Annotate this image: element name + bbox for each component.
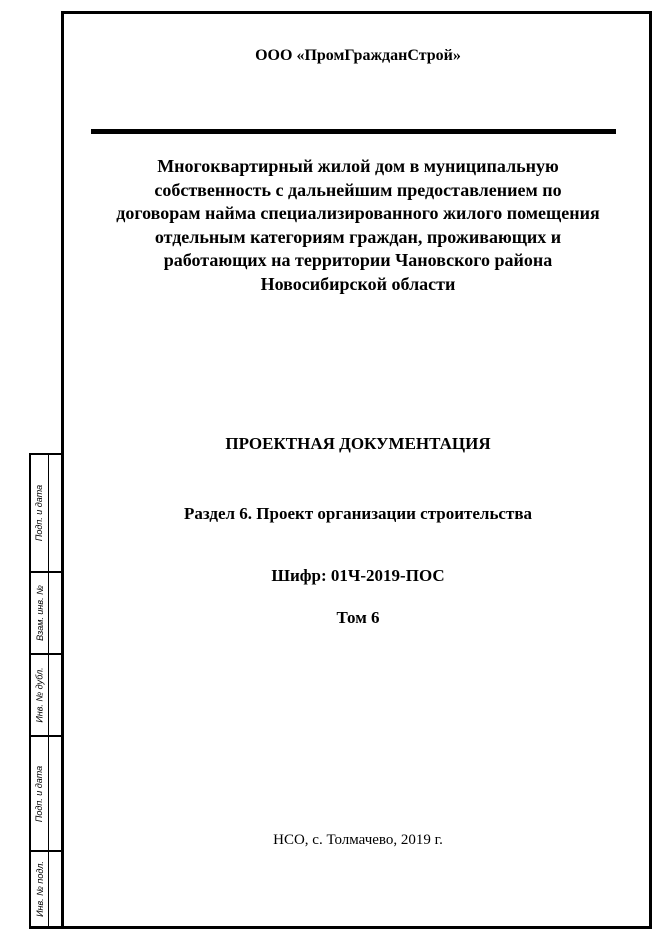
project-title-line: Многоквартирный жилой дом в муниципальную [157, 156, 559, 176]
page-frame [61, 11, 652, 929]
side-stamp-strip [29, 453, 64, 929]
strip-cell-podp-data-bottom [31, 737, 48, 850]
project-title-line: отдельным категориям граждан, проживающих и [154, 226, 562, 247]
strip-cell-vzam-inv [31, 573, 48, 653]
project-title-line: Новосибирской области [260, 273, 456, 294]
project-title-line: договорам найма специализированного жилого помещения [116, 203, 600, 223]
project-title-line: работающих на территории Чановского района [163, 250, 553, 270]
strip-label-podp-data-bottom: Подп. и дата [34, 765, 45, 822]
document-type: ПРОЕКТНАЯ ДОКУМЕНТАЦИЯ [225, 434, 491, 453]
place-and-year: НСО, с. Толмачево, 2019 г. [273, 832, 443, 848]
organization-name: ООО «ПромГражданСтрой» [255, 47, 461, 64]
project-title-line: собственность с дальнейшим предоставлением по [154, 179, 562, 200]
strip-cell-podp-data-top [31, 455, 48, 571]
strip-column-divider [48, 455, 49, 926]
strip-cell-inv-dubl [31, 655, 48, 735]
strip-cell-inv-podl [31, 852, 48, 926]
section-title: Раздел 6. Проект организации строительства [183, 504, 533, 523]
strip-label-podp-data-top: Подп. и дата [34, 484, 45, 542]
header-rule [91, 129, 616, 134]
strip-label-inv-dubl: Инв. № дубл. [34, 667, 45, 723]
strip-label-vzam-inv: Взам. инв. № [34, 585, 45, 641]
volume-number: Том 6 [336, 608, 380, 627]
cipher-code: Шифр: 01Ч-2019-ПОС [271, 566, 445, 585]
project-title [64, 155, 652, 296]
strip-label-inv-podl: Инв. № подл. [34, 861, 45, 917]
